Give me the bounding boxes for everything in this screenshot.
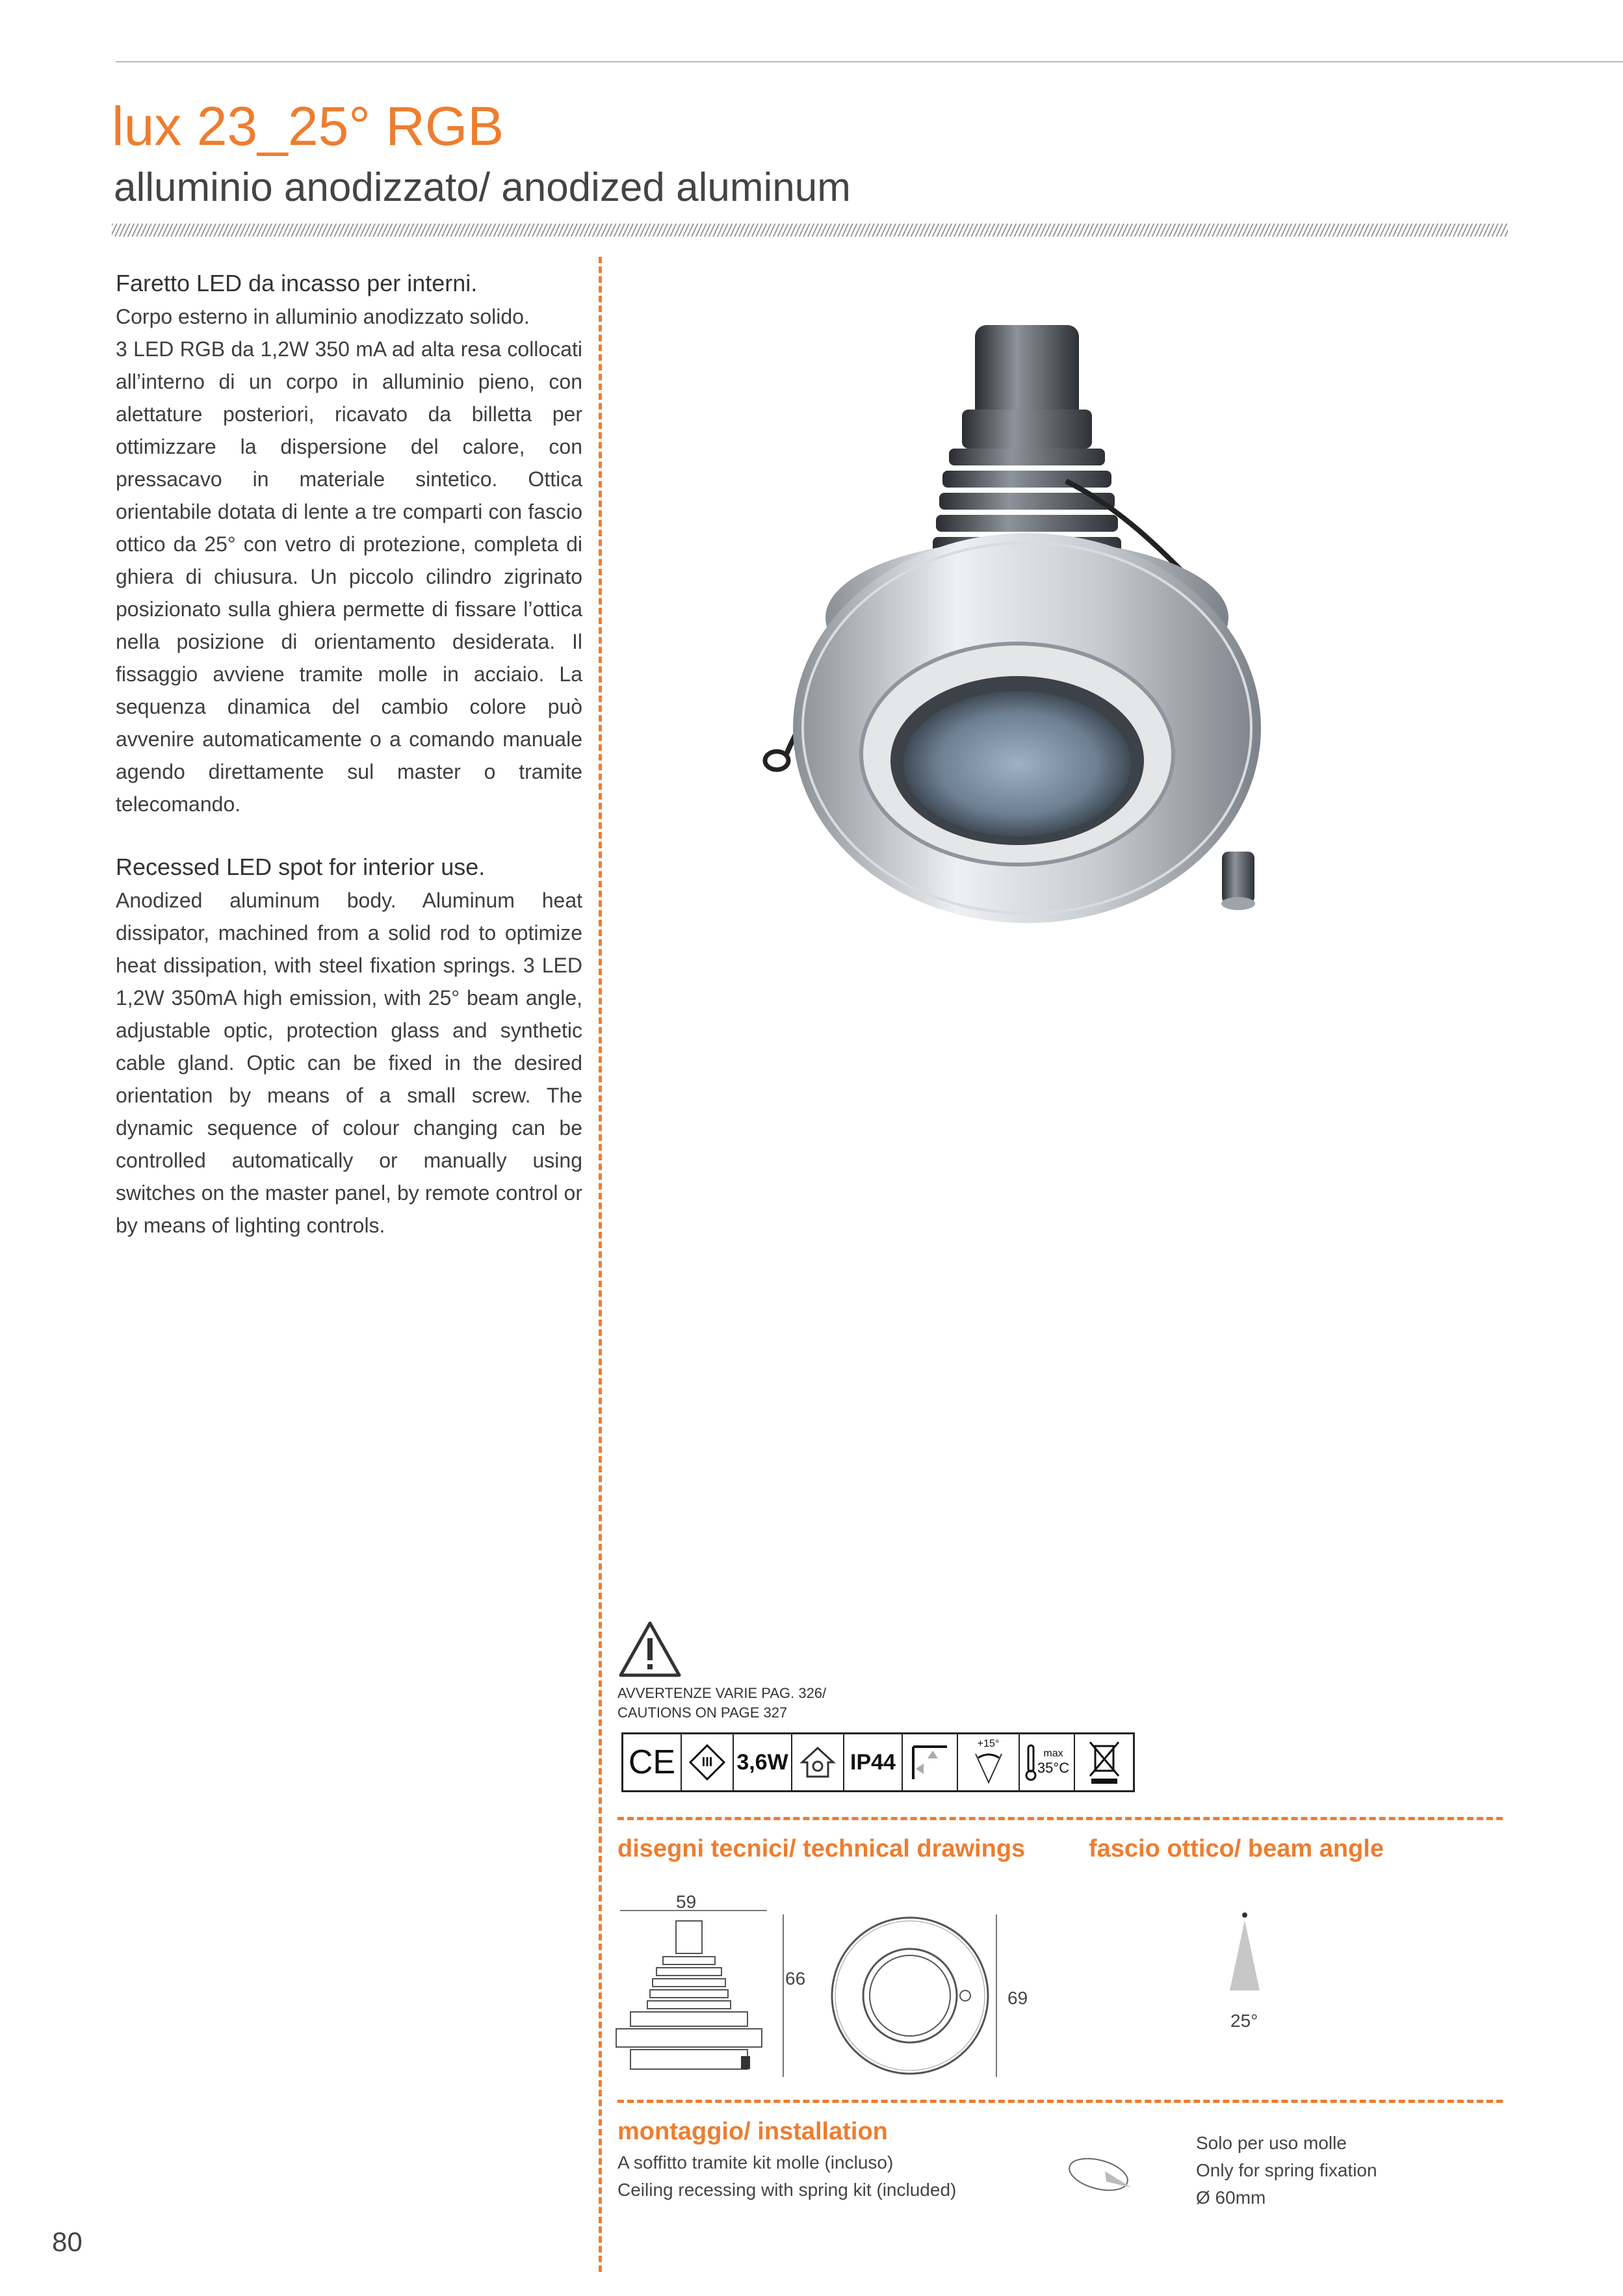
english-body: Anodized aluminum body. Aluminum heat dissipator, machined from a solid rod to optimize heat dissipation, with steel fixation springs. 3 LED 1,2W 350mA high emission, with 25° beam angle, adjustable optic, protection glass and synthetic cable gland. Optic can be fixed in the desired orientation by means of a small screw. The dynamic sequence of colour changing can be controlled automatically or manually using switches on the master panel, by remote control or by means of lighting controls. — [116, 889, 582, 1237]
tilt-label: +15° — [977, 1738, 1000, 1749]
side-height-dimension: 66 — [785, 1968, 806, 1989]
ce-mark-icon — [623, 1734, 682, 1790]
beam-angle-title: fascio ottico/ beam angle — [1089, 1835, 1384, 1862]
beam-cone-icon — [1222, 1911, 1267, 1996]
technical-drawings-title: disegni tecnici/ technical drawings — [617, 1835, 1026, 1862]
column-divider — [599, 257, 602, 2272]
temp-max-label: max — [1043, 1748, 1063, 1759]
section-divider-2 — [617, 2100, 1503, 2103]
ceiling-mount-icon — [903, 1734, 958, 1790]
installation-notes — [1196, 2130, 1377, 2211]
italian-line-1: Corpo esterno in alluminio anodizzato solido. — [116, 305, 530, 328]
installation-text — [617, 2149, 956, 2204]
warning-triangle-icon — [617, 1620, 682, 1678]
certification-icon-bar — [621, 1732, 1135, 1792]
class-three-icon — [682, 1734, 734, 1790]
italian-body: 3 LED RGB da 1,2W 350 mA ad alta resa collocati all’interno di un corpo in alluminio pieno, con alettature posteriori, ricavato da billetta per ottimizzare la dispersione del calore, con pressacavo in materiale sintetico. Ottica orientabile dotata di lente a tre comparti con fascio ottico da 25° con vetro di protezione, completa di ghiera di chiusura. Un piccolo cilindro zigrinato posizionato sulla ghiera permette di fissare l’ottica nella posizione di orientamento desiderata. Il fissaggio avviene tramite molle in acciaio. La sequenza dinamica del cambio colore può avvenire automaticamente o a comando manuale agendo direttamente sul master o tramite telecomando. — [116, 337, 582, 816]
class-label: III — [701, 1755, 713, 1769]
italian-heading: Faretto LED da incasso per interni. — [116, 270, 478, 296]
weee-bin-icon — [1075, 1734, 1133, 1790]
front-height-line — [994, 1914, 998, 2077]
english-heading: Recessed LED spot for interior use. — [116, 854, 486, 880]
product-subtitle: alluminio anodizzato/ anodized aluminum — [114, 165, 851, 210]
note-line-2: Only for spring fixation — [1196, 2160, 1377, 2180]
power-value: 3,6W — [734, 1734, 792, 1790]
width-dimension: 59 — [676, 1892, 697, 1912]
tilt-angle-icon — [958, 1734, 1020, 1790]
caution-line-1: AVVERTENZE VARIE PAG. 326/ — [617, 1685, 827, 1701]
top-rule — [116, 61, 1623, 62]
temp-value: 35°C — [1037, 1760, 1070, 1776]
front-height-dimension: 69 — [1007, 1988, 1028, 2008]
hatch-divider — [112, 224, 1508, 237]
page-number: 80 — [52, 2226, 83, 2257]
description-column — [116, 267, 582, 1242]
front-view-drawing — [819, 1908, 1001, 2083]
ce-label: CE — [628, 1743, 676, 1781]
installation-line-1: A soffitto tramite kit molle (incluso) — [617, 2152, 894, 2172]
caution-line-2: CAUTIONS ON PAGE 327 — [617, 1704, 788, 1721]
note-line-1: Solo per uso molle — [1196, 2133, 1347, 2153]
product-title: lux 23_25° RGB — [112, 96, 504, 157]
section-divider-1 — [617, 1817, 1503, 1820]
max-temperature-icon — [1020, 1734, 1075, 1790]
ip-rating: IP44 — [844, 1734, 903, 1790]
beam-angle-value: 25° — [1230, 2011, 1258, 2031]
installation-title: montaggio/ installation — [617, 2118, 888, 2145]
note-line-3: Ø 60mm — [1196, 2187, 1266, 2208]
caution-text — [617, 1684, 826, 1723]
spring-fixation-icon — [1066, 2152, 1137, 2197]
indoor-house-icon — [792, 1734, 844, 1790]
product-photo — [728, 312, 1300, 936]
installation-line-2: Ceiling recessing with spring kit (included) — [617, 2180, 957, 2200]
